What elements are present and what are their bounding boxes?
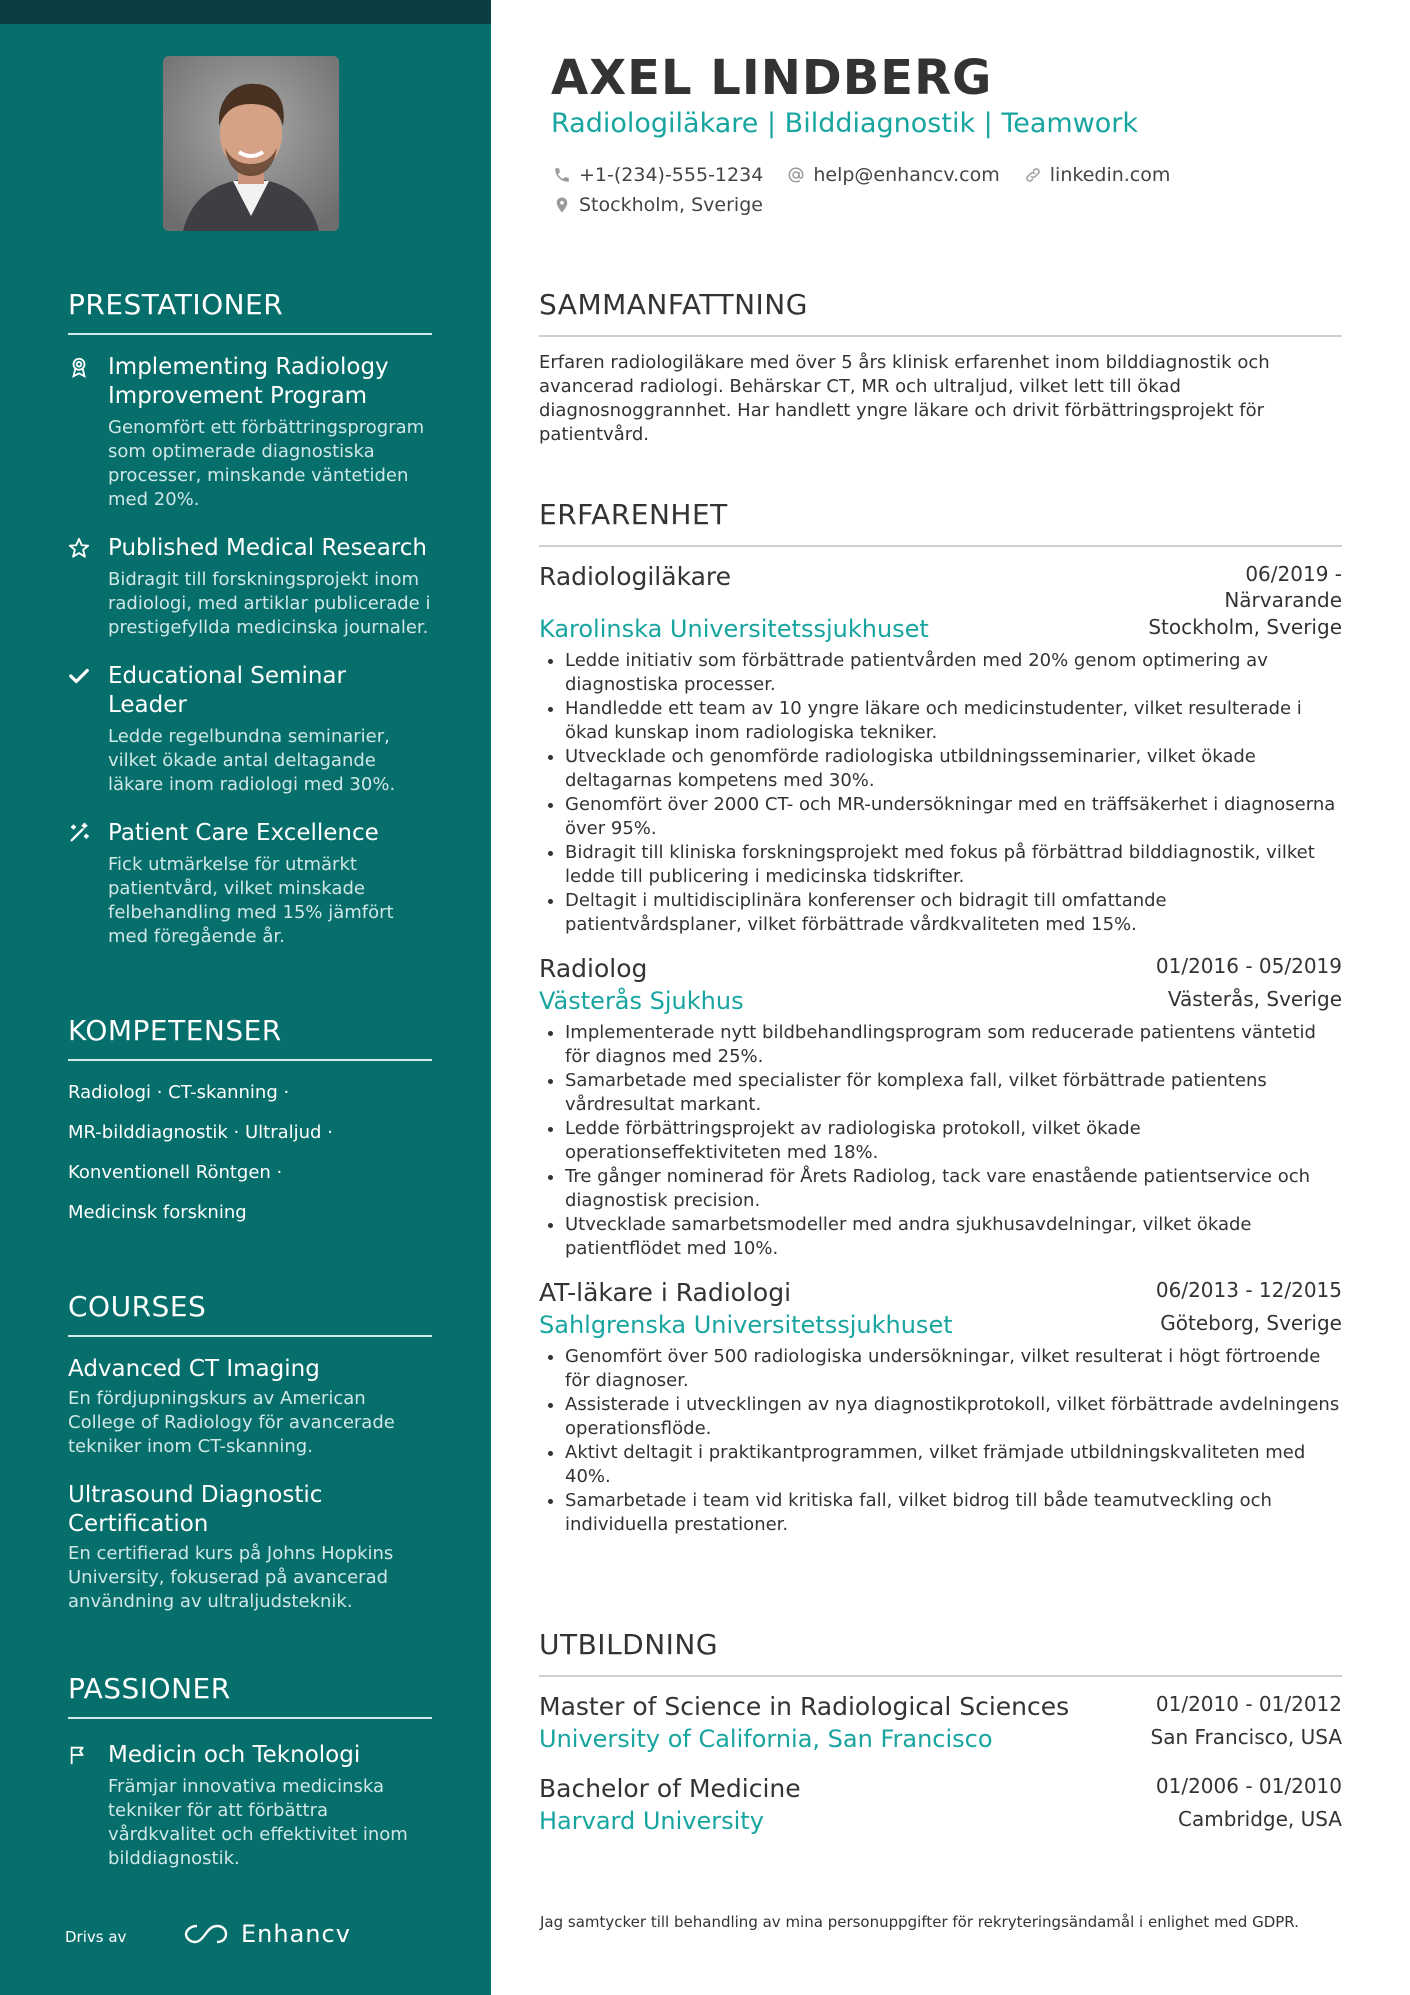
location-pin-icon bbox=[553, 196, 571, 214]
courses-section bbox=[68, 1290, 432, 1614]
powered-by-label: Drivs av bbox=[65, 1928, 127, 1946]
job-date: 06/2019 - Närvarande bbox=[1224, 562, 1342, 612]
award-icon bbox=[68, 356, 92, 380]
bullet-item: • Samarbetade i team vid kritiska fall, vilket bidrog till både teamutveckling och individuella prestationer. bbox=[565, 1489, 1342, 1537]
passion-title: Medicin och Teknologi bbox=[108, 1742, 361, 1768]
email-contact[interactable] bbox=[787, 160, 999, 190]
job-bullets bbox=[539, 649, 1342, 937]
skill-line: Medicinsk forskning bbox=[68, 1202, 247, 1223]
bullet-item: • Deltagit i multidisciplinära konferenser och bidragit till omfattande patientvårdsplaner, vilket förbättrade vårdkvaliteten med 15%. bbox=[565, 889, 1342, 937]
achievement-item bbox=[68, 819, 432, 949]
candidate-name: AXEL LINDBERG bbox=[551, 50, 993, 106]
location-contact bbox=[553, 190, 763, 220]
course-title: Advanced CT Imaging bbox=[68, 1356, 320, 1382]
skills-list bbox=[68, 1081, 432, 1225]
achievement-item bbox=[68, 353, 432, 512]
achievement-item bbox=[68, 662, 432, 797]
check-icon bbox=[68, 665, 92, 689]
bullet-item: • Implementerade nytt bildbehandlingsprogram som reducerade patientens väntetid för diagnos med 25%. bbox=[565, 1021, 1342, 1069]
school-location: Cambridge, USA bbox=[1178, 1807, 1342, 1831]
bullet-item: • Tre gånger nominerad för Årets Radiolog, tack vare enastående patientservice och diagnostisk precision. bbox=[565, 1165, 1342, 1213]
education-section bbox=[539, 1628, 1342, 1837]
job-entry bbox=[539, 1277, 1342, 1537]
summary-title: SAMMANFATTNING bbox=[539, 288, 1342, 337]
school-location: San Francisco, USA bbox=[1150, 1725, 1342, 1749]
job-title: Radiologiläkare bbox=[539, 562, 732, 591]
achievement-item bbox=[68, 534, 432, 640]
brand-logo[interactable] bbox=[183, 1920, 351, 1948]
phone-text: +1-(234)-555-1234 bbox=[579, 164, 764, 186]
gdpr-consent: Jag samtycker till behandling av mina personuppgifter för rekryteringsändamål i enlighet med GDPR. bbox=[540, 1913, 1299, 1931]
link-icon bbox=[1024, 166, 1042, 184]
job-date: 06/2013 - 12/2015 bbox=[1155, 1278, 1342, 1302]
bullet-item: • Ledde initiativ som förbättrade patientvården med 20% genom optimering av diagnostiska processer. bbox=[565, 649, 1342, 697]
job-company: Västerås Sjukhus bbox=[539, 987, 744, 1015]
job-date: 01/2016 - 05/2019 bbox=[1155, 954, 1342, 978]
bullet-item: • Assisterade i utvecklingen av nya diagnostikprotokoll, vilket förbättrade avdelningens operationsflöde. bbox=[565, 1393, 1342, 1441]
passion-desc: Främjar innovativa medicinska tekniker för att förbättra vårdkvalitet och effektivitet inom bilddiagnostik. bbox=[108, 1776, 408, 1869]
school-name: University of California, San Francisco bbox=[539, 1725, 993, 1753]
education-entry bbox=[539, 1691, 1342, 1755]
education-date: 01/2010 - 01/2012 bbox=[1155, 1692, 1342, 1716]
achievements-title: PRESTATIONER bbox=[68, 288, 432, 335]
contact-info bbox=[553, 160, 1333, 220]
bullet-item: • Samarbetade med specialister för komplexa fall, vilket förbättrade patientens vårdresultat markant. bbox=[565, 1069, 1342, 1117]
tagline: Radiologiläkare | Bilddiagnostik | Teamwork bbox=[551, 108, 1139, 139]
job-location: Stockholm, Sverige bbox=[1148, 615, 1342, 639]
phone-contact[interactable] bbox=[553, 160, 763, 190]
course-item bbox=[68, 1355, 432, 1459]
courses-title: COURSES bbox=[68, 1290, 432, 1337]
brand-name: Enhancv bbox=[241, 1920, 351, 1948]
achievement-title: Published Medical Research bbox=[108, 535, 427, 561]
achievement-title: Educational Seminar Leader bbox=[108, 663, 346, 718]
bullet-item: • Utvecklade och genomförde radiologiska utbildningsseminarier, vilket ökade deltagarnas kompetens med 30%. bbox=[565, 745, 1342, 793]
degree-title: Bachelor of Medicine bbox=[539, 1774, 801, 1803]
location-text: Stockholm, Sverige bbox=[579, 194, 763, 216]
bullet-item: • Handledde ett team av 10 yngre läkare och medicinstudenter, vilket resulterade i ökad kunskap inom radiologiska tekniker. bbox=[565, 697, 1342, 745]
course-desc: En certifierad kurs på Johns Hopkins University, fokuserad på avancerad användning av ultraljudsteknik. bbox=[68, 1543, 394, 1612]
enhancv-logo-icon bbox=[183, 1922, 229, 1946]
sidebar bbox=[0, 0, 491, 1995]
school-name: Harvard University bbox=[539, 1807, 764, 1835]
job-company: Sahlgrenska Universitetssjukhuset bbox=[539, 1311, 953, 1339]
bullet-item: • Aktivt deltagit i praktikantprogrammen, vilket främjade utbildningskvaliteten med 40%. bbox=[565, 1441, 1342, 1489]
flag-icon bbox=[68, 1744, 92, 1768]
bullet-item: • Genomfört över 2000 CT- och MR-undersökningar med en träffsäkerhet i diagnoserna över 95%. bbox=[565, 793, 1342, 841]
achievement-desc: Bidragit till forskningsprojekt inom radiologi, med artiklar publicerade i prestigefyllda medicinska journaler. bbox=[108, 569, 431, 638]
skill-line: MR-bilddiagnostik · Ultraljud · bbox=[68, 1122, 333, 1143]
bullet-item: • Genomfört över 500 radiologiska undersökningar, vilket resulterat i högt förtroende för diagnoser. bbox=[565, 1345, 1342, 1393]
course-title: Ultrasound Diagnostic Certification bbox=[68, 1482, 323, 1537]
linkedin-text: linkedin.com bbox=[1049, 164, 1171, 186]
course-item bbox=[68, 1481, 432, 1614]
summary-text: Erfaren radiologiläkare med över 5 års klinisk erfarenhet inom bilddiagnostik och avancerad radiologi. Behärskar CT, MR och ultraljud, vilket lett till ökad diagnosnoggrannhet. Har handlett yngre läkare och drivit förbättringsprojekt för patientvård. bbox=[539, 352, 1270, 445]
passions-title: PASSIONER bbox=[68, 1672, 432, 1719]
job-company: Karolinska Universitetssjukhuset bbox=[539, 615, 929, 643]
job-bullets bbox=[539, 1345, 1342, 1537]
job-location: Göteborg, Sverige bbox=[1160, 1311, 1342, 1335]
job-entry bbox=[539, 953, 1342, 1261]
phone-icon bbox=[553, 166, 571, 184]
passions-section bbox=[68, 1672, 432, 1871]
achievements-list bbox=[68, 353, 432, 949]
achievement-desc: Ledde regelbundna seminarier, vilket ökade antal deltagande läkare inom radiologi med 30%. bbox=[108, 726, 396, 795]
achievement-title: Patient Care Excellence bbox=[108, 820, 379, 846]
magic-wand-icon bbox=[68, 822, 92, 846]
at-icon bbox=[787, 166, 805, 184]
experience-section bbox=[539, 498, 1342, 1537]
skill-line: Konventionell Röntgen · bbox=[68, 1162, 283, 1183]
experience-title: ERFARENHET bbox=[539, 498, 1342, 547]
summary-section bbox=[539, 288, 1342, 447]
job-bullets bbox=[539, 1021, 1342, 1261]
email-text: help@enhancv.com bbox=[813, 164, 1000, 186]
job-title: AT-läkare i Radiologi bbox=[539, 1278, 792, 1307]
course-desc: En fördjupningskurs av American College of Radiology för avancerade tekniker inom CT-skanning. bbox=[68, 1388, 395, 1457]
skills-title: KOMPETENSER bbox=[68, 1014, 432, 1061]
passion-item bbox=[68, 1741, 432, 1871]
profile-photo bbox=[163, 56, 339, 231]
job-entry bbox=[539, 561, 1342, 937]
education-entry bbox=[539, 1773, 1342, 1837]
achievements-section bbox=[68, 288, 432, 949]
education-title: UTBILDNING bbox=[539, 1628, 1342, 1677]
achievement-title: Implementing Radiology Improvement Program bbox=[108, 354, 389, 409]
linkedin-contact[interactable] bbox=[1024, 160, 1171, 190]
skill-line: Radiologi · CT-skanning · bbox=[68, 1082, 290, 1103]
achievement-desc: Genomfört ett förbättringsprogram som optimerade diagnostiska processer, minskande väntetiden med 20%. bbox=[108, 417, 425, 510]
job-title: Radiolog bbox=[539, 954, 648, 983]
bullet-item: • Ledde förbättringsprojekt av radiologiska protokoll, vilket ökade operationseffektiviteten med 18%. bbox=[565, 1117, 1342, 1165]
bullet-item: • Bidragit till kliniska forskningsprojekt med fokus på förbättrad bilddiagnostik, vilket ledde till publicering i medicinska tidskrifter. bbox=[565, 841, 1342, 889]
education-date: 01/2006 - 01/2010 bbox=[1155, 1774, 1342, 1798]
achievement-desc: Fick utmärkelse för utmärkt patientvård, vilket minskade felbehandling med 15% jämfört med föregående år. bbox=[108, 854, 394, 947]
job-location: Västerås, Sverige bbox=[1167, 987, 1342, 1011]
sidebar-top-bar bbox=[0, 0, 491, 24]
bullet-item: • Utvecklade samarbetsmodeller med andra sjukhusavdelningar, vilket ökade patientflödet med 10%. bbox=[565, 1213, 1342, 1261]
star-icon bbox=[68, 537, 92, 561]
degree-title: Master of Science in Radiological Sciences bbox=[539, 1692, 1070, 1721]
main-content bbox=[539, 0, 1342, 1995]
skills-section bbox=[68, 1014, 432, 1225]
